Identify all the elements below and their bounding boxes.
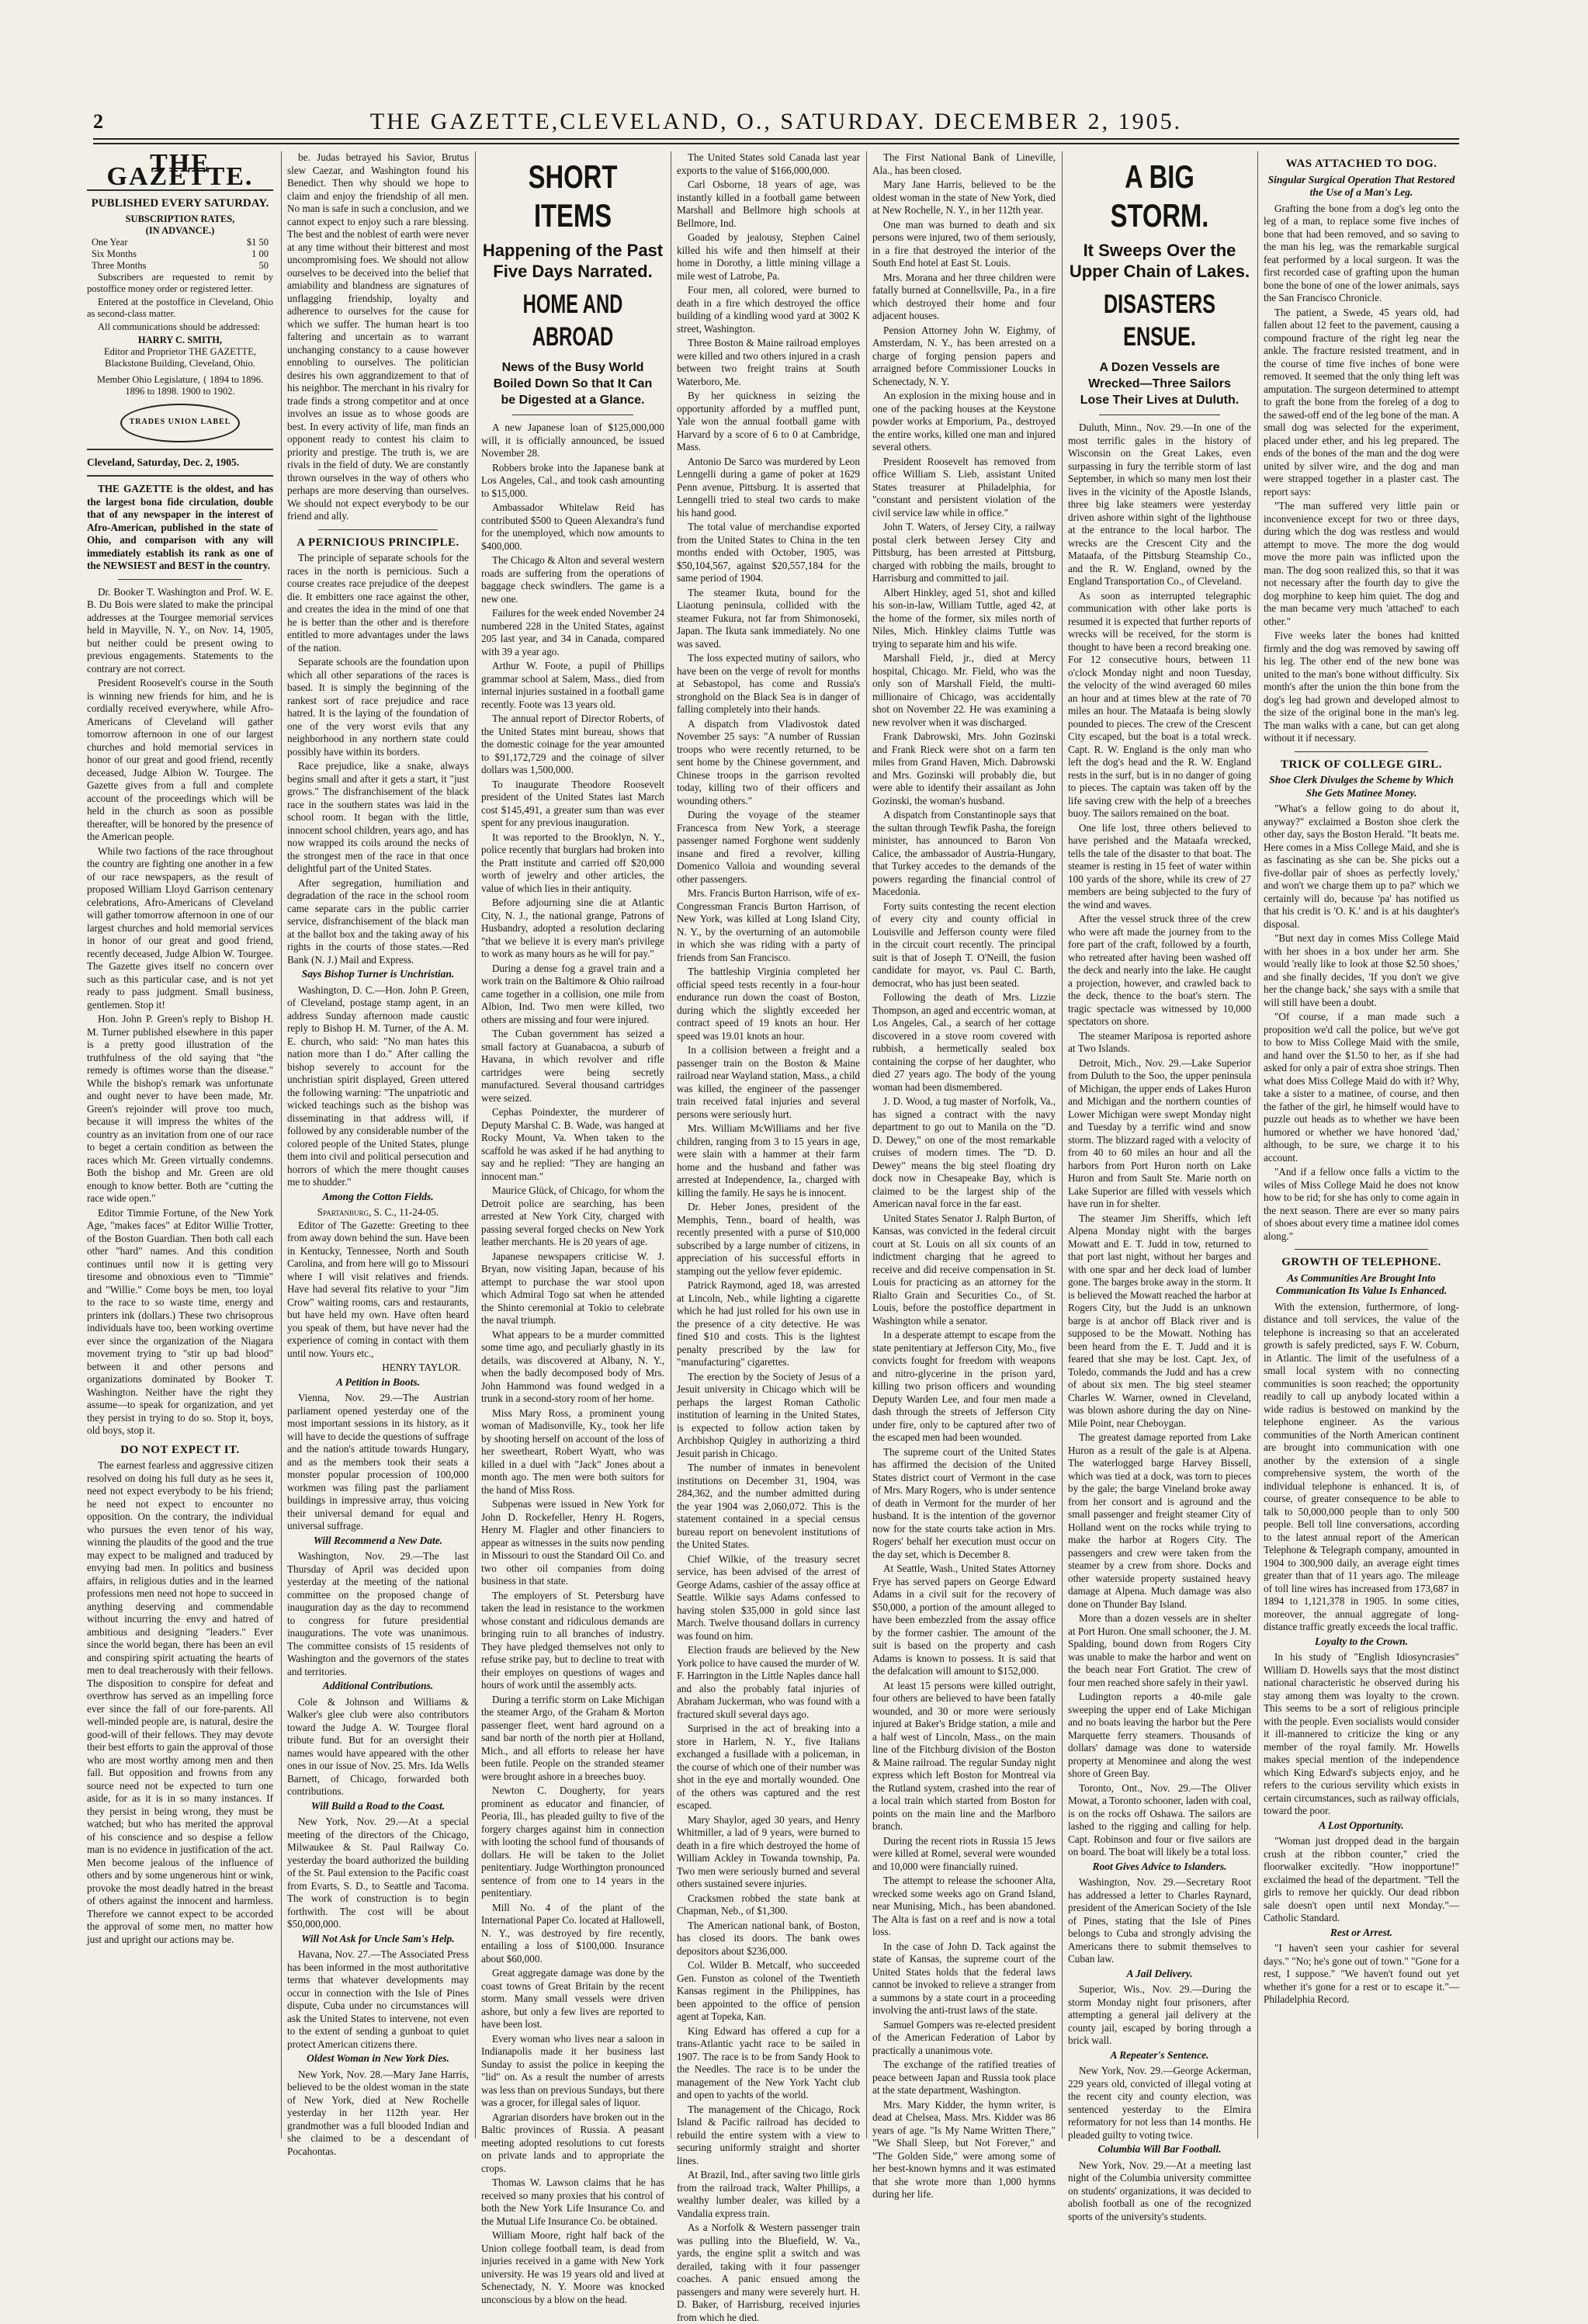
column-2: [287, 151, 469, 2157]
article-paragraph: It was reported to the Brooklyn, N. Y., police recently that burglars had broken into the Pratt institute and carried off $20,000 worth of jewelry and other articles, the value of which lies in their antiquity.: [481, 831, 664, 894]
road-paragraphs: [287, 1816, 469, 1931]
article-paragraph: At Brazil, Ind., after saving two little girls from the railroad track, Walter Phillips, a wealthy lumber dealer, was killed by a Vandalia express train.: [677, 2169, 860, 2219]
root-paragraphs: [1068, 1876, 1251, 1966]
article-paragraph: The Chicago & Alton and several western roads are suffering from the operations of baggage check swindlers. The game is a new one.: [481, 554, 664, 605]
cotton-dateline: Spartanburg, S. C., 11-24-05.: [317, 1206, 439, 1218]
help-paragraphs: [287, 1948, 469, 2051]
petition-paragraphs: [287, 1392, 469, 1533]
article-paragraph: The exchange of the ratified treaties of peace between Japan and Russia took place at the state department, Washington.: [872, 2059, 1056, 2096]
rate-row: Six Months 1 00: [92, 248, 269, 259]
trick-paragraphs: [1264, 803, 1459, 1243]
notice-remit: Subscribers are requested to remit by postoffice money order or registered letter.: [87, 271, 273, 294]
article-paragraph: Frank Dabrowski, Mrs. John Gozinski and Frank Rieck were shot on a farm ten miles from Grand Haven, Mich. Dabrowski and Mrs. Gozinski will probably die, but were able to identify their assailant as John Gozinski, the woman's husband.: [872, 730, 1056, 806]
loyalty-paragraphs: [1264, 1651, 1459, 1818]
article-paragraph: "And if a fellow once falls a victim to the wiles of Miss College Maid he does not know how to be rid; for she has only to come again in the next season. There are ever so many pairs of shoes about every time a matinee idol comes along.": [1264, 1166, 1459, 1242]
article-paragraph: New York, Nov. 28.—Mary Jane Harris, believed to be the oldest woman in the state of New York, died at New Rochelle yesterday in her 112th year. Her grandmother was a full blooded Indian and she claimed to be a descendant of Pocahontas.: [287, 2068, 469, 2157]
article-paragraph: What appears to be a murder committed some time ago, and peculiarly ghastly in its details, was discovered at Albany, N. Y., when the badly decomposed body of Mrs. John Hammond was found wedged in a trunk in a second-story room of her home.: [481, 1328, 664, 1404]
article-paragraph: An explosion in the mixing house and in one of the packing houses at the Keystone powder works at Emporium, Pa., destroyed the entire works, killed one man and injured several others.: [872, 390, 1056, 453]
column-divider: [475, 151, 476, 2138]
article-paragraph: Agrarian disorders have broken out in the Baltic provinces of Russia. A peasant meeting adopted resolutions to cut forests on private lands and to appropriate the crops.: [481, 2111, 664, 2174]
article-paragraph: During a dense fog a gravel train and a work train on the Baltimore & Ohio railroad came together in a collision, one mile from Albion, Ind. Two men were killed, two others are missing and four were injured.: [481, 962, 664, 1025]
article-paragraph: New York, Nov. 29.—At a meeting last night of the Columbia university committee on students' organizations, it was decided to abolish football as one of the recognized sports of the university's students.: [1068, 2159, 1251, 2222]
article-paragraph: Ambassador Whitelaw Reid has contributed $500 to Queen Alexandra's fund for the unemployed, which now amounts to $400,000.: [481, 501, 664, 552]
oldest-paragraphs: [287, 2069, 469, 2159]
article-paragraph: Ludington reports a 40-mile gale sweeping the upper end of Lake Michigan and no boats leaving the harbor but the Pere Marquette ferry steamers. Thousands of dollars' damage was done to waterside property at Menominee and along the west shore of Green Bay.: [1068, 1691, 1251, 1779]
headline-trick: TRICK OF COLLEGE GIRL.: [1281, 758, 1442, 771]
cotton-signature: HENRY TAYLOR.: [382, 1361, 461, 1373]
article-paragraph: The Cuban government has seized a small factory at Guanabacoa, a suburb of Havana, in which revolver and rifle cartridges were being secretly manufactured. Several thousand cartridges were seized.: [481, 1028, 664, 1104]
article-paragraph: Editor of The Gazette: Greeting to thee from away down behind the sun. Have been in Kentucky, Tennessee, North and South Carolina, and from here will go to Missouri where I will visit relatives and friends. Have had several fits relative to your "Jim Crow" waiting rooms, cars and restaurants, but have held my own. Have often heard you speak of them, but have never had the experience of coming in contact with them until now. Yours etc.,: [287, 1219, 469, 1359]
headline-newdate: Will Recommend a New Date.: [313, 1534, 443, 1546]
article-paragraph: Three Boston & Maine railroad employes were killed and two others injured in a crash between two freight trains at South Waterboro, Me.: [677, 337, 860, 387]
column-divider: [1062, 151, 1063, 2138]
deck-trick: Shoe Clerk Divulges the Scheme by Which She Gets Matinee Money.: [1269, 774, 1454, 799]
article-paragraph: Subpenas were issued in New York for John D. Rockefeller, Henry H. Rogers, Henry M. Flagler and other financiers to appear as witnesses in the suits now pending in Missouri to oust the Standard Oil Co. and two other oil companies from doing business in that state.: [481, 1498, 664, 1587]
article-paragraph: A new Japanese loan of $125,000,000 will, it is officially announced, be issued November 28.: [481, 421, 664, 459]
headline-loyalty: Loyalty to the Crown.: [1314, 1635, 1408, 1647]
editorial-continued: [287, 151, 469, 523]
headline-road: Will Build a Road to the Coast.: [310, 1799, 446, 1812]
article-paragraph: The steamer Jim Sheriffs, which left Alpena Monday night with the barges Mowatt and E. T. Judd in tow, returned to that port last night, without her barges and with one spar and her deck load of lumber gone. The barges broke away in the storm. It is believed the Mowatt reached the harbor at Rogers City, but the Judd is an unknown barge is at anchor off Black river and is supposed to be the Mowatt. Nothing has been heard from the E. T. Judd and it is feared that she may be lost. Capt. Jex, of Toledo, commands the Judd and has a crew of about six men. The big steel steamer Charles W. Warner, owned in Cleveland, was blown ashore during the day on Nine-Mile Point, near Cheboygan.: [1068, 1212, 1251, 1429]
article-paragraph: The employers of St. Petersburg have taken the lead in resistance to the workmen whose constant and ridiculous demands are bringing ruin to all branches of industry. They have pledged themselves not only to refuse strike pay, but to decline to treat with their employes on questions of wages and hours of work until the assembly acts.: [481, 1589, 664, 1691]
article-paragraph: The annual report of Director Roberts, of the United States mint bureau, shows that the domestic coinage for the year amounted to $91,172,729 and the coinage of silver dollars was 1,500,000.: [481, 713, 664, 775]
rule: [118, 579, 242, 580]
column-6: [1068, 151, 1251, 2222]
article-paragraph: be. Judas betrayed his Savior, Brutus slew Caezar, and Washington found his Benedict. Then why should we hope to claim and enjoy the friendship of all men. No man is safe in such a conclusion, and we cannot expect to enjoy such a rare blessing. The best and the noblest of earth were never at any time without their bitterest and most uncompromising foes. We should not allow ourselves to be deceived into the belief that amiability and blandness are signatures of unflagging friendship, loyalty and adherence to ourselves for the cause for which we suffer. The human heart is too faltering and uncertain as to warrant unchanging constancy to a cause however ennobling to ourselves. The politician desires his own aggrandizement to that of his neighbor. The merchant in his rivalry for trade finds a strong competitor and at once involves an issue as to whose goods are best. In every activity of life, man finds an opponent ready to contest his claim to priority and prestige. The truth is, we are rivals in the field of duty. We are constantly thrown ourselves in the way of others who perhaps are more deserving than ourselves. We should not expect everybody to be our friend and ally.: [287, 151, 469, 522]
column-1: [87, 151, 273, 2138]
page-number: 2: [93, 110, 103, 133]
article-paragraph: Havana, Nov. 27.—The Associated Press has been informed in the most authoritative terms that whatever developments may occur in connection with the Isle of Pines dispute, Cuba under no circumstances will ask the United States to intervene, not even to the extent of sending a gunboat to quiet protect American citizens there.: [287, 1948, 469, 2050]
article-paragraph: Five weeks later the bones had knitted firmly and the dog was removed by sawing off his leg. The other end of the new bone was united to the man's bone without difficulty. Six month's after the union the thin bone from the dog's leg had grown and developed almost to the size of the original bone in the man's leg. The man walks with a cane, but can get along without it if necessary.: [1264, 630, 1459, 744]
short-items-continued-2: [872, 151, 1056, 2201]
article-paragraph: One man was burned to death and six persons were injured, two of them seriously, in a fire that destroyed the interior of the South End hotel at East St. Louis.: [872, 218, 1056, 269]
article-paragraph: Cole & Johnson and Williams & Walker's glee club were also contributors toward the Judge A. W. Tourgee floral tribute fund. But for an oversight their names would have appeared with the other ones in our issue of Nov. 25. Mrs. Ida Wells Barnett, of Chicago, forwarded both contributions.: [287, 1695, 469, 1797]
deck-phone: As Communities Are Brought Into Communication Its Value Is Enhanced.: [1275, 1271, 1448, 1296]
headline-turner: Says Bishop Turner is Unchristian.: [301, 968, 455, 980]
article-paragraph: Dr. Booker T. Washington and Prof. W. E. B. Du Bois were slated to make the principal addresses at the Tourgee memorial services held in Mayville, N. Y., on Nov. 14, 1905, but neither could be present owing to previous engagements. Statements to the contrary are not correct.: [87, 585, 273, 675]
article-paragraph: Albert Hinkley, aged 51, shot and killed his son-in-law, William Tuttle, aged 42, at the home of the former, six miles north of Niles, Mich. Hinkley claims Tuttle was trying to separate him and his wife.: [872, 586, 1056, 650]
editor-name: HARRY C. SMITH,: [137, 334, 223, 345]
article-paragraph: In his study of "English Idiosyncrasies" William D. Howells says that the most distinct national characteristic he observed during his stay among them was loyalty to the crown. This seems to be a sort of religious principle with the people. Even socialists would consider it ill-mannered to criticize the king or any member of the royal family. Mr. Howells makes special mention of the independence which King Edward's subjects enjoy, and he refers to the curious servility which exists in certain circumstances, such as railway officials, toward the poor.: [1264, 1651, 1459, 1816]
article-paragraph: Maurice Glück, of Chicago, for whom the Detroit police are searching, has been arrested at New York City, charged with passing several forged checks on New York leather merchants. He is 20 years of age.: [481, 1185, 664, 1247]
article-paragraph: "I haven't seen your cashier for several days." "No; he's gone out of town." "Gone for a rest, I suppose." "We haven't found out yet whether it's gone for a rest or to escape it."—Philadelphia Record.: [1264, 1942, 1459, 2005]
rate-row: Three Months 50: [92, 259, 269, 271]
article-paragraph: At least 15 persons were killed outright, four others are believed to have been fatally wounded, and 30 or more were seriously injured at Baker's Bridge station, a mile and a half west of Lincoln, Mass., on the main line of the Fitchburg division of the Boston & Maine railroad. The regular Sunday night express which left Boston for Montreal via the Rutland system, crashed into the rear of a local train which started from Boston for points on the main line and the Marlboro branch.: [872, 1679, 1056, 1832]
column-divider: [1257, 151, 1258, 2138]
article-paragraph: Robbers broke into the Japanese bank at Los Angeles, Cal., and took cash amounting to $15,000.: [481, 461, 664, 499]
article-paragraph: Following the death of Mrs. Lizzie Thompson, an aged and eccentric woman, at Los Angeles, Cal., a search of her cottage discovered in a stove room covered with rubbish, a hermetically sealed box containing the corpse of her daughter, who died 27 years ago. The body of the young woman had been dismembered.: [872, 991, 1056, 1093]
deck-disasters: A Dozen Vessels are Wrecked—Three Sailors Lose Their Lives at Duluth.: [1080, 361, 1240, 407]
article-paragraph: Grafting the bone from a dog's leg onto the leg of a man, to replace some five inches of bone that had been removed, and so saving to the man his leg, was the remarkable surgical feat performed by a local surgeon. It was the first recorded case of grafting upon the human bone the bone of one of the lower animals, says the San Francisco Chronicle.: [1264, 202, 1459, 304]
article-paragraph: As a Norfolk & Western passenger train was pulling into the Bluefield, W. Va., yards, the engine split a switch and was derailed, taking with it four passenger coaches. A panic ensued among the passengers and many were severely hurt. H. D. Baker, of Harrisburg, received injuries from which he died.: [677, 2222, 860, 2323]
article-paragraph: Forty suits contesting the recent election of every city and county official in Louisville and Jefferson county were filed in the circuit court recently. The principal suit is that of Joseph T. O'Neill, the fusion candidate for mayor, vs. Paul C. Barth, democrat, who has just been seated.: [872, 900, 1056, 989]
article-paragraph: Patrick Raymond, aged 18, was arrested at Lincoln, Neb., while lighting a cigarette which he had just rolled for his own use in the presence of a city detective. He was fined $10 and costs. This is the lightest penalty prescribed by the law for "manufacturing" cigarettes.: [677, 1279, 860, 1368]
notice-address: All communications should be addressed:: [98, 321, 260, 332]
article-paragraph: Failures for the week ended November 24 numbered 228 in the United States, against 205 last year, and 34 in Canada, compared with 39 a year ago.: [481, 607, 664, 657]
article-paragraph: Carl Osborne, 18 years of age, was instantly killed in a football game between Marshall and Bellmore high schools at Bellmore, Ind.: [677, 179, 860, 229]
member-line: Member Ohio Legislature, { 1894 to 1896. 1896 to 1898. 1900 to 1902.: [96, 373, 264, 397]
notice-entered: Entered at the postoffice in Cleveland, Ohio as second-class matter.: [87, 296, 273, 319]
article-paragraph: The erection by the Society of Jesus of a Jesuit university in Chicago which will be perhaps the largest Roman Catholic institution of learning in the United States, is expected to follow action taken by Archbishop Quigley in authorizing a third Jesuit parish in Chicago.: [677, 1370, 860, 1459]
article-paragraph: A dispatch from Vladivostok dated November 25 says: "A number of Russian troops who were recently returned, to be sent home by the Chinese government, and Chinese troops in the garrison revolted today, killing two of their officers and wounding others.": [677, 717, 860, 806]
masthead: [93, 107, 1459, 138]
article-paragraph: With the extension, furthermore, of long-distance and toll services, the value of the telephone is increasing so that an accelerated growth is safely predicted, says F. W. Coburn, in Atlantic. The limit of the usefulness of a small local system with no connecting communities is soon reached; the opportunity readily to call up anybody located within a wide radius is bestowed on mankind by the telephone engineer. As the various communities of the North American continent are brought into communication with one another by the extension of a single comprehensive system, the worth of the individual telephone is enhanced. It is, of course, of greater consequence to be able to talk to 50,000,000 people than to only 500 people. Bell toll line conversations, according to the latest annual report of the American Telephone & Telegraph company, amounted in 1904 to 300,900 daily, an average eight times greater than that of 11 years ago. The mileage of toll line wires has increased from 173,687 in 1894 to 1,121,378 in 1905. In some cities, moreover, the annual aggregate of long-distance traffic greatly exceeds the local traffic.: [1264, 1300, 1459, 1632]
published-line: PUBLISHED EVERY SATURDAY.: [91, 197, 269, 210]
headline-cotton: Among the Cotton Fields.: [322, 1190, 434, 1202]
article-paragraph: Mrs. Francis Burton Harrison, wife of ex-Congressman Francis Burton Harrison, of New York, was killed at Long Island City, N. Y., by the overturning of an automobile in which she was riding with a party of friends from San Francisco.: [677, 887, 860, 963]
article-paragraph: Race prejudice, like a snake, always begins small and after it gets a start, it "just grows." The disfranchisement of the black race in the southern states was laid in the school room. It began with the little, innocent school children, years ago, and has now wrapped its coils around the necks of the strongest men of the race in that once delightful part of the United States.: [287, 760, 469, 874]
article-paragraph: The battleship Virginia completed her official speed tests recently in a four-hour endurance run down the coast of Boston, during which the slightly exceeded her contract speed of 19 knots an hour. Her speed was 19.01 knots an hour.: [677, 966, 860, 1042]
article-paragraph: Pension Attorney John W. Eighmy, of Amsterdam, N. Y., has been arrested on a charge of forging pension papers and arraigned before Commissioner Loucks in Schenectady, N. Y.: [872, 324, 1056, 387]
article-paragraph: Detroit, Mich., Nov. 29.—Lake Superior from Duluth to the Soo, the upper peninsula of Michigan, the upper ends of Lakes Huron and Michigan and the northern counties of Lower Michigan were swept Monday night and Tuesday by a terrific wind and snow storm. The blizzard raged with a velocity of from 40 to 60 miles an hour and all the harbors from Port Huron north on Lake Huron and from Sault Ste. Marie north on Lake Superior are filled with vessels which have run in for shelter.: [1068, 1056, 1251, 1209]
article-paragraph: Antonio De Sarco was murdered by Leon Lenngelli during a game of poker at 1629 Penn avenue, Pittsburg. It is asserted that Lenngelli tried to steal two cards to make his hand good.: [677, 455, 860, 519]
article-paragraph: While two factions of the race throughout the country are fighting one another in a few of our race newspapers, as the result of proposed William Lloyd Garrison centenary celebrations, Afro-Americans of Cleveland will gather tomorrow afternoon in one of our largest churches and hold memorial services in honor of our great and good friend, recently deceased, Judge Albion W. Tourgee. The Gazette gives itself no concern over such as this particular case, and is not yet ready to pass judgment. Small business, gentlemen. Stop it!: [87, 845, 273, 1011]
headline-football: Columbia Will Bar Football.: [1097, 2143, 1222, 2155]
editor-title: Editor and Proprietor THE GAZETTE,: [104, 345, 256, 357]
article-paragraph: The attempt to release the schooner Alta, wrecked some weeks ago on Grand Island, near Munising, Mich., has been abandoned. The Alta is fast on a reef and is now a total loss.: [872, 1875, 1056, 1937]
article-paragraph: At Seattle, Wash., United States Attorney Frye has served papers on George Edward Adams in a civil suit for the recovery of $50,000, a portion of the amount alleged to have been embezzled from the assay office by the former cashier. The amount of the suit is based on the property and cash Adams is known to possess. It is said that the defalcation will amount to $152,000.: [872, 1563, 1056, 1677]
article-paragraph: The supreme court of the United States has affirmed the decision of the United States district court of Vermont in the case of Mrs. Mary Rogers, who is under sentence of death in Vermont for the murder of her husband. It is the intention of the governor now for the state courts take action in Mrs. Rogers' behalf her execution must occur on the day set, which is December 8.: [872, 1445, 1056, 1560]
article-paragraph: President Roosevelt's course in the South is winning new friends for him, and he is cordially received everywhere, while Afro-Americans of Cleveland will gather tomorrow afternoon in one of our largest churches and hold memorial services in honor of our great and good friend, recently deceased, Judge Albion W. Tourgee. The Gazette gives from a full and complete account of the proceedings which will be held in the church as soon as possible thereafter, will be honored by the presence of the American people.: [87, 677, 273, 842]
advance-note: (IN ADVANCE.): [145, 224, 215, 236]
article-paragraph: Superior, Wis., Nov. 29.—During the storm Monday night four prisoners, after attempting a general jail delivery at the county jail, escaped by boring through a brick wall.: [1068, 1983, 1251, 2046]
headline-not-expect: DO NOT EXPECT IT.: [120, 1443, 240, 1456]
article-paragraph: By her quickness in seizing the opportunity afforded by a muffled punt, Yale won the annual football game with Harvard by a score of 6 to 0 at Cambridge, Mass.: [677, 390, 860, 453]
article-paragraph: Mrs. Morana and her three children were fatally burned at Connellsville, Pa., in a fire which destroyed their home and four adjacent houses.: [872, 271, 1056, 321]
article-paragraph: Duluth, Minn., Nov. 29.—In one of the most terrific gales in the history of Wisconsin on the Great Lakes, even surpassing in fury the terrible storm of last September, in which so many men lost their lives in the vicinity of the Apostle Islands, three big lake steamers were yesterday driven ashore within sight of the lighthouse at the entrance to the local harbor. The wrecks are the Crescent City and the Mataafa, of the Pittsburg Steamship Co., and the R. W. England, owned by the England Transportation Co., of Cleveland.: [1068, 421, 1251, 587]
rule: [1295, 1249, 1428, 1250]
phone-paragraphs: [1264, 1301, 1459, 1634]
rule: [318, 529, 438, 530]
article-paragraph: Four men, all colored, were burned to death in a fire which destroyed the office building of a kindling wood yard at 3002 K street, Washington.: [677, 284, 860, 335]
editor-address: Blackstone Building, Cleveland, Ohio.: [105, 357, 255, 369]
headline-big-storm: A BIG STORM.: [1110, 158, 1209, 234]
article-paragraph: "What's a fellow going to do about it, anyway?" exclaimed a Boston shoe clerk the other day, says the Boston Herald. "It beats me. Here comes in a Miss College Maid, and she is as fascinating as she can be. She picks out a five-dollar pair of shoes as perfectly lovely,' and won't we charge them up to pa?' which we certainly will do, because 'pa' has notified us that his credit is 'O. K.' and is at his daughter's disposal.: [1264, 803, 1459, 930]
article-paragraph: Arthur W. Foote, a pupil of Phillips grammar school at Salem, Mass., died from internal injuries sustained in a football game recently. Foote was 13 years old.: [481, 660, 664, 710]
editorial-paragraphs: [87, 586, 273, 1438]
jail-paragraphs: [1068, 1983, 1251, 2048]
article-paragraph: Cracksmen robbed the state bank at Chapman, Neb., of $1,300.: [677, 1892, 860, 1916]
article-paragraph: Thomas W. Lawson claims that he has received so many proxies that his control of both the New York Life Insurance Co. and the Mutual Life Insurance Co. be obtained.: [481, 2177, 664, 2227]
article-paragraph: After segregation, humiliation and degradation of the race in the school room came separate cars in the public carrier service, disfranchisement of the black man at the ballot box and the taking away of his rights in the courts of those states.—Red Bank (N. J.) Mail and Express.: [287, 876, 469, 966]
headline-disasters: DISASTERS ENSUE.: [1104, 290, 1215, 352]
article-paragraph: Washington, Nov. 29.—The last Thursday of April was decided upon yesterday at the meeting of the national committee on the proposed change of inauguration day as the day to recommend to congress for future presidential inaugurations. The vote was unanimous. The committee consists of 15 residents of Washington and the governors of the states and territories.: [287, 1550, 469, 1677]
headline-home-abroad: HOME AND ABROAD: [522, 290, 623, 352]
deck-short-items: Happening of the Past Five Days Narrated.: [482, 241, 664, 281]
article-paragraph: The management of the Chicago, Rock Island & Pacific railroad has decided to rebuild the entire system with a view to securing uniformly straight and shorter lines.: [677, 2103, 860, 2166]
article-paragraph: J. D. Wood, a tug master of Norfolk, Va., has signed a contract with the navy department to go out to Manila on the "D. D. Dewey," on one of the most remarkable cruises of modern times. The "D. D. Dewey" means the big steel floating dry dock now in Chesapeake Bay, which is claimed to be the largest ship of the American naval force in the far east.: [872, 1095, 1056, 1209]
short-items-paragraphs: [481, 421, 664, 2306]
article-paragraph: Before adjourning sine die at Atlantic City, N. J., the national grange, Patrons of Husbandry, adopted a resolution declaring "that we believe it is every man's privilege to work as many hours as he will for pay.": [481, 897, 664, 959]
article-paragraph: Newton C. Dougherty, for years prominent as educator and financier, of Peoria, Ill., has pleaded guilty to five of the forgery charges against him in connection with looting the school fund of thousands of dollars. He will be taken to the Joliet penitentiary. Judge Worthington pronounced sentence of from one to 14 years in the penitentiary.: [481, 1785, 664, 1899]
article-paragraph: During the voyage of the steamer Francesca from New York, a steerage passenger named Forghone went suddenly insane and fired a revolver, killing Domenico Valloia and wounding several other passengers.: [677, 809, 860, 885]
nameplate: THE GAZETTE.: [106, 149, 254, 191]
headline-help: Will Not Ask for Uncle Sam's Help.: [301, 1932, 455, 1944]
article-paragraph: The earnest fearless and aggressive citizen resolved on doing his full duty as he sees it, need not expect everybody to be his friend; he need not expect to encounter no opposition. On the contrary, the individual who pursues the even tenor of his way, winning the plaudits of the good and the true may expect to be maligned and traduced by envying bad men. In politics and business affairs, in religious duties and in the learned professions men need not hope to succeed in anything deserving and commendable without incurring the envy and hatred of ambitious and designing "leaders." Ever since the world began, there has been an evil and conspiring spirit actuating the hearts of men to deal treacherously with their fellows. The disposition to conspire for defeat and overthrow has served as an impelling force ever since the fall of our fore-parents. All well-minded people are, is natural, desire the good-will of their fellows. They may devote their best efforts to gain the approval of those who are most worthy among men and then fall. But opposition and frowns from any source need not be expected to turn one aside, for as it is in so many instances. If they persist in being wrong, they must be watched; but who has merited the approval of his conscience and so despise a fellow man is no evidence in justification of the act. Men become jealous of the influence of others and by some ungenerous hint or wink, provoke the most deadly hatred in the breast of others against the innocent and harmless. Therefore we cannot expect to be accorded the approval of some men, no matter how just and upright our actions may be.: [87, 1459, 273, 1945]
headline-jail: A Jail Delivery.: [1126, 1967, 1193, 1979]
article-paragraph: During a terrific storm on Lake Michigan the steamer Argo, of the Graham & Morton passenger fleet, went hard aground on a sand bar north of the north pier at Holland, Mich., and all efforts to release her have been futile. People on the stranded steamer were brought ashore in a breeches buoy.: [481, 1693, 664, 1782]
article-paragraph: "Woman just dropped dead in the bargain crush at the ribbon counter," cried the floorwalker excitedly. "How inopportune!" exclaimed the head of the department. "Tell the girls to remove her quickly. Our dead ribbon sale doesn't open until next Monday."—Catholic Standard.: [1264, 1835, 1459, 1923]
column-divider: [866, 151, 867, 2138]
article-paragraph: William Moore, right half back of the Union college football team, is dead from injuries received in a game with New York university. He was 19 years old and lived at Schenectady, N. Y. Moore was knocked unconscious by a blow on the head.: [481, 2229, 664, 2305]
article-paragraph: In the case of John D. Tack against the state of Kansas, the supreme court of the United States holds that the federal laws cannot be invoked to relieve a stranger from a summons by a state court in a proceeding involving the anti-trust laws of the state.: [872, 1940, 1056, 2016]
article-paragraph: The principle of separate schools for the races in the north is pernicious. Such a course creates race prejudice of the deepest die. It embitters one race against the other, and creates the idea in the mind of one that he is better than the other and is therefore entitled to more advantages under the laws of the nation.: [287, 552, 469, 654]
article-paragraph: Washington, D. C.—Hon. John P. Green, of Cleveland, postage stamp agent, in an address Sunday afternoon made caustic reply to Bishop H. M. Turner, of the A. M. E. church, who said: "No man hates this nation more than I do." After calling the bishop severely to account for the unchristian spirit displayed, Green uttered the following warning: "The unpatriotic and wicked teachings such as the bishop was disseminating in that address will, if followed by any considerable number of the colored people of the United States, plunge them into civil and political persecution and horrors of which the mere thought causes me to shudder.": [287, 983, 469, 1188]
article-paragraph: Samuel Gompers was re-elected president of the American Federation of Labor by practically a unanimous vote.: [872, 2018, 1056, 2056]
dog-paragraphs: [1264, 203, 1459, 745]
contrib-paragraphs: [287, 1696, 469, 1798]
football-paragraphs: [1068, 2159, 1251, 2224]
article-paragraph: King Edward has offered a cup for a trans-Atlantic yacht race to be sailed in 1907. The race is to be from Sandy Hook to the Needles. The race is to be under the management of the New York Yacht club and open to yachts of the world.: [677, 2024, 860, 2100]
article-paragraph: "The man suffered very little pain or inconvenience except for two or three days, during which the dog was restless and would attempt to move. The more the dog would move the more pain was inflicted upon the man. The dog soon realized this, so that it was not necessary after the fourth day to give the dog morphine to keep him quiet. The dog and the man became very much 'attached' to each other.": [1264, 500, 1459, 627]
article-paragraph: A dispatch from Constantinople says that the sultan through Tewfik Pasha, the foreign minister, has announced to Baron Von Calice, the ambassador of Austria-Hungary, that Turkey accedes to the demands of the powers regarding the financial control of Macedonia.: [872, 809, 1056, 897]
article-paragraph: "Of course, if a man made such a proposition we'd call the police, but we've got to bow to Miss College Maid with the smile, and hand over the $1.50 to her, as if she had asked for only a pair of extra shoe strings. Then what does Miss College Maid do with it? Why, take a sister to a matinee, of course, and then the father of the girl, he himself would have to puzzle out heads as to whether we have been humored or whether we have honored 'dad,' although, to be sure, we charge it to his account.: [1264, 1011, 1459, 1164]
article-paragraph: Surprised in the act of breaking into a store in Harlem, N. Y., five Italians exchanged a fusillade with a policeman, in the course of which one of their number was shot in the eye and mortally wounded. One of the others was captured and the rest escaped.: [677, 1722, 860, 1811]
article-paragraph: New York, Nov. 29.—George Ackerman, 229 years old, convicted of illegal voting at the recent city and county election, was sentenced yesterday to the Elmira reformatory for not less than 14 months. He pleaded guilty to voting twice.: [1068, 2065, 1251, 2141]
article-paragraph: Mary Shaylor, aged 30 years, and Henry Whitmiller, a lad of 9 years, were burned to death in a fire which destroyed the home of William Ackley in Towanda township, Pa. Two men were seriously burned and several others sustained severe injuries.: [677, 1813, 860, 1889]
article-paragraph: In a collision between a freight and a passenger train on the Boston & Maine railroad near Wayland station, Mass., a child was killed, the engineer of the passenger train received fatal injuries and several persons were seriously hurt.: [677, 1044, 860, 1120]
rule: [87, 475, 273, 477]
article-paragraph: Vienna, Nov. 29.—The Austrian parliament opened yesterday one of the most important sessions in its history, as it will have to decide the questions of suffrage and the nation's attitude towards Hungary, and as the members took their seats a monster popular procession of 100,000 workmen was filing past the parliament buildings in impressive array, thus voicing their universal demand for equal and universal suffrage.: [287, 1392, 469, 1531]
article-paragraph: Miss Mary Ross, a prominent young woman of Madisonville, Ky., took her life by shooting herself on account of the loss of her sweetheart, Robert Wyatt, who was killed in a duel with "Jack" Jones about a month ago. The men were both suitors for the hand of Miss Ross.: [481, 1407, 664, 1496]
article-paragraph: The steamer Mariposa is reported ashore at Two Islands.: [1068, 1029, 1251, 1054]
column-5: [872, 151, 1056, 2200]
column-divider: [281, 151, 282, 2138]
article-paragraph: The total value of merchandise exported from the United States to China in the ten months ended with October, 1905, was $50,104,567, against $20,557,184 for the same period of 1904.: [677, 521, 860, 584]
article-paragraph: Cephas Poindexter, the murderer of Deputy Marshal C. B. Wade, was hanged at Rocky Mount, Va. When taken to the scaffold he was asked if he had anything to say and he replied: "They are hanging an innocent man.": [481, 1106, 664, 1182]
newdate-paragraphs: [287, 1550, 469, 1678]
headline-lost: A Lost Opportunity.: [1319, 1819, 1404, 1831]
article-paragraph: Mill No. 4 of the plant of the International Paper Co. located at Hallowell, N. Y., was destroyed by fire recently, entailing a loss of $100,000. Insurance about $60,000.: [481, 1901, 664, 1965]
article-paragraph: New York, Nov. 29.—At a special meeting of the directors of the Chicago, Milwaukee & St. Paul Railway Co. yesterday the board authorized the building of the St. Paul extension to the Pacific coast from Evarts, S. D., to Seattle and Tacoma. The work of construction is to begin forthwith. The cost will be about $50,000,000.: [287, 1816, 469, 1930]
article-paragraph: Toronto, Ont., Nov. 29.—The Oliver Mowat, a Toronto schooner, laden with coal, is on the rocks off Oshawa. The sailors are lashed to the rigging and calling for help. Capt. Robinson and four or five sailors are on board. The boat will likely be a total loss.: [1068, 1781, 1251, 1857]
article-paragraph: Mary Jane Harris, believed to be the oldest woman in the state of New York, died at New Rochelle, N. Y., in her 112th year.: [872, 179, 1056, 216]
short-items-continued: [677, 151, 860, 2324]
article-paragraph: The number of inmates in benevolent institutions on December 31, 1904, was 284,362, and the number admitted during the year 1904 was 2,060,072. This is the statement contained in a special census bureau report on benevolent institutions of the United States.: [677, 1462, 860, 1550]
headline-arrest: Rest or Arrest.: [1330, 1926, 1393, 1938]
article-paragraph: One life lost, three others believed to have perished and the Mataafa wrecked, tells the tale of the disaster to that boat. The steamer is resting in 15 feet of water within 100 yards of the shore, while its crew of 27 members are being subjected to the fury of the wind and waves.: [1068, 821, 1251, 911]
headline-short-items: SHORT ITEMS: [528, 158, 618, 234]
deck-big-storm: It Sweeps Over the Upper Chain of Lakes.: [1069, 241, 1250, 281]
article-paragraph: During the recent riots in Russia 15 Jews were killed at Romel, several were wounded and 10,000 were financially ruined.: [872, 1834, 1056, 1872]
article-paragraph: The United States sold Canada last year exports to the value of $166,000,000.: [677, 151, 860, 176]
sentence-paragraphs: [1068, 2065, 1251, 2142]
article-paragraph: To inaugurate Theodore Roosevelt president of the United States last March cost $145,491, a greater sum than was ever spent for any previous inauguration.: [481, 778, 664, 828]
article-paragraph: John T. Waters, of Jersey City, a railway postal clerk between Jersey City and Pittsburg, has been arrested at Pittsburg, charged with robbing the mails, brought to Harrisburg and committed to jail.: [872, 521, 1056, 584]
article-paragraph: Japanese newspapers criticise W. J. Bryan, now visiting Japan, because of his attempt to purchase the war stool upon which Admiral Togo sat when he attended the Shinto ceremonial at Tokio to celebrate the naval triumph.: [481, 1250, 664, 1326]
column-7: [1264, 151, 1459, 2138]
article-paragraph: Election frauds are believed by the New York police to have caused the murder of W. F. Harrington in the Little Naples dance hall and also the probably fatal injuries of Abraham Juckerman, who was found with a fractured skull several days ago.: [677, 1644, 860, 1720]
turner-paragraphs: [287, 984, 469, 1189]
article-paragraph: Separate schools are the foundation upon which all other separations of the races is based. It is simply the beginning of the rankest sort of race prejudice and race hatred. It is the laying of the foundation of one of the very worst evils that any neighborhood in any northern state could possibly have within its borders.: [287, 656, 469, 758]
article-paragraph: The patient, a Swede, 45 years old, had fallen about 12 feet to the pavement, causing a compound fracture of the right leg near the ankle. The fracture resisted treatment, and in the course of time five inches of bone were removed. It seemed that the only thing left was amputation. The surgeon determined to attempt to graft the bone from the foreleg of a dog to the sawed-off end of the leg bone of the man. A small dog was selected for the experiment, placed under ether, and his leg prepared. The ends of the bones of the man and the dog were united by silver wire, and the dog and man were strapped together in a plaster cast. The report says:: [1264, 306, 1459, 498]
headline-dog: WAS ATTACHED TO DOG.: [1285, 158, 1437, 170]
storm-paragraphs: [1068, 421, 1251, 1859]
rate-row: One Year $1 50: [92, 236, 269, 248]
article-paragraph: Chief Wilkie, of the treasury secret service, has been advised of the arrest of George Adams, cashier of the assay office at Seattle. Wilkie says Adams confessed to having stolen $35,000 in gold since last March. Twelve thousand dollars in currency was found on him.: [677, 1552, 860, 1642]
column-3: [481, 151, 664, 2305]
subscription-heading: SUBSCRIPTION RATES,: [125, 213, 235, 224]
oldest-notice: THE GAZETTE is the oldest, and has the largest bona fide circulation, double that of any newspaper in the interest of Afro-American, published in the state of Ohio, and comparison with any will immediately establish its rank as one of the NEWSIEST and BEST in the country.: [87, 483, 273, 571]
article-paragraph: In a desperate attempt to escape from the state penitentiary at Jefferson City, Mo., five convicts fought for freedom with weapons and nitro-glycerine in the prison yard, killing two prison officers and wounding Deputy Warden Lee, and four men made a dash through the streets of Jefferson City under fire, only to be captured after two of the escaped men had been wounded.: [872, 1329, 1056, 1443]
headline-sentence: A Repeater's Sentence.: [1110, 2048, 1209, 2061]
article-paragraph: More than a dozen vessels are in shelter at Port Huron. One small schooner, the J. M. Spalding, bound down from Rogers City was unable to make the harbor and went on the beach near Fort Gratiot. The crew of four men reached shore safely in their yawl.: [1068, 1612, 1251, 1688]
article-paragraph: United States Senator J. Ralph Burton, of Kansas, was convicted in the federal circuit court at St. Louis on all six counts of an indictment charging that he agreed to receive and did receive compensation in St. Louis for practicing as an attorney for the Rialto Grain and Securities Co., of St. Louis, before the postoffice department in Washington while a senator.: [872, 1212, 1056, 1327]
lost-paragraphs: [1264, 1835, 1459, 1925]
headline-contrib: Additional Contributions.: [322, 1680, 434, 1691]
article-paragraph: After the vessel struck three of the crew who were aft made the journey from to the fore part of the craft, followed by a fourth, who retreated after having been washed off the deck and nearly into the lake. He caught a projection, however, and crawled back to the deck, thence to the boat's stern. The tragic spectacle was witnessed by 10,000 spectators on shore.: [1068, 913, 1251, 1027]
headline-oldest: Oldest Woman in New York Dies.: [307, 2052, 449, 2064]
deck-home-abroad: News of the Busy World Boiled Down So that It Can be Digested at a Glance.: [493, 361, 653, 407]
article-paragraph: Hon. John P. Green's reply to Bishop H. M. Turner published elsewhere in this paper is a pretty good illustration of the truthfulness of the old saying that "the remedy is oftimes worse than the disease." While the bishop's remark was unfortunate and ought never to have been made, Mr. Green's rejoinder will prove too much, because it will impress the whites of the country as an invitation from one of our race to beget a certain condition as between the races which Mr. Green virtually condemns. Both the bishop and Mr. Green are old enough to know better. Both are "cutting the race wide open.": [87, 1013, 273, 1204]
article-paragraph: Editor Timmie Fortune, of the New York Age, "makes faces" at Editor Willie Trotter, of the Boston Guardian. Then both call each other "hard" names. And this condition continues until now it is getting very tiresome and obnoxious even to "Timmie" and "Willie." Come boys be men, too loyal to the race to so waste time, energy and printers ink (dollars.) These two chrisoprous individuals have too, been working overtime ever since the organization of the Niagara movement trying to "stir up bad blood" between it and other persons and organizations dominated by Booker T. Washington. Neither have the right they assume—to speak for organization, and yet they persist in trying to do so. Stop it, boys, old boys, stop it.: [87, 1206, 273, 1436]
article-paragraph: Goaded by jealousy, Stephen Cainel killed his wife and then himself at their home in Dorothy, a little mining village a mile west of Latrobe, Pa.: [677, 231, 860, 282]
editorial-dateline: Cleveland, Saturday, Dec. 2, 1905.: [87, 456, 240, 468]
pernicious-paragraphs: [287, 552, 469, 966]
rule: [87, 449, 273, 450]
rule: [1295, 751, 1428, 752]
not-expect-paragraphs: [87, 1459, 273, 1946]
article-paragraph: The American national bank, of Boston, has closed its doors. The bank owes depositors about $236,000.: [677, 1919, 860, 1957]
article-paragraph: Mrs. Mary Kidder, the hymn writer, is dead at Chelsea, Mass. Mrs. Kidder was 86 years of age. "Is My Name Written There," "We Shall Sleep, but Not Forever," and "The Golden Side," were among some of her best-known hymns and it was estimated that she wrote more than 1,000 hymns during her life.: [872, 2098, 1056, 2200]
headline-root: Root Gives Advice to Islanders.: [1092, 1860, 1227, 1872]
article-paragraph: Dr. Heber Jones, president of the Memphis, Tenn., board of health, was recently presented with a purse of $10,000 subscribed by a large number of citizens, in appreciation of his successful efforts in stamping out the yellow fever epidemic.: [677, 1201, 860, 1277]
article-paragraph: As soon as interrupted telegraphic communication with other lake ports is resumed it is expected that further reports of wrecks will be received, for the storm is thought to have been a record breaking one. For 12 consecutive hours, between 11 o'clock Monday night and noon Tuesday, the velocity of the wind averaged 60 miles an hour and at times blew at the rate of 70 miles an hour. The Mataafa is being slowly pounded to pieces. The crew of the Crescent City escaped, but the boat is a total wreck. Capt. R. W. England is the only man who left the dog's head and the R. W. England rests in the surf, but is in no danger of going to pieces. The captain was taken off by the life saving crew with the help of a breeches buoy. The sailors remained on the boat.: [1068, 589, 1251, 819]
article-paragraph: The steamer Ikuta, bound for the Liaotung peninsula, collided with the steamer Fukura, not far from Shimonoseki, Japan. The Ikuta sank immediately. No one was saved.: [677, 586, 860, 650]
article-paragraph: President Roosevelt has removed from office William S. Lieb, assistant United States treasurer at Philadelphia, for "constant and persistent violation of the civil service law while in office.": [872, 455, 1056, 519]
arrest-paragraphs: [1264, 1942, 1459, 2007]
masthead-title: THE GAZETTE,CLEVELAND, O., SATURDAY. DECEMBER 2, 1905.: [369, 109, 1183, 134]
deck-dog: Singular Surgical Operation That Restored the Use of a Man's Leg.: [1267, 173, 1455, 198]
column-4: [677, 151, 860, 2323]
masthead-rule: [93, 138, 1459, 140]
headline-pernicious: A PERNICIOUS PRINCIPLE.: [296, 536, 459, 549]
headline-phone: GROWTH OF TELEPHONE.: [1281, 1256, 1441, 1268]
article-paragraph: Washington, Nov. 29.—Secretary Root has addressed a letter to Charles Raynard, president of the American Society of the Isle of Pines, stating that the Isle of Pines belongs to Cuba and strongly advising the Americans there to submit themselves to Cuban law.: [1068, 1876, 1251, 1965]
article-paragraph: "But next day in comes Miss College Maid with her shoes in a box under her arm. She would 'really like to look at those $2.50 shoes,' and she finally decides, 'If you don't we give her the change back,' she says with a smile that will still have been a doubt.: [1264, 932, 1459, 1008]
article-paragraph: Great aggregate damage was done by the coast towns of Great Britain by the recent storm. Many small vessels were driven ashore, but only a few lives are reported to have been lost.: [481, 1967, 664, 2030]
union-label-seal: TRADES UNION LABEL: [120, 404, 240, 442]
masthead-rule-2: [93, 143, 1459, 144]
article-paragraph: Mrs. William McWilliams and her five children, ranging from 3 to 15 years in age, were slain with a hammer at their farm home and the husband and father was arrested at Independence, Ia., charged with killing the family. He says he is innocent.: [677, 1122, 860, 1198]
article-paragraph: The First National Bank of Lineville, Ala., has been closed.: [872, 151, 1056, 176]
article-paragraph: Every woman who lives near a saloon in Indianapolis made it her business last Sunday to assist the police in keeping the "lid" on. As a result the number of arrests was less than on previous Sundays, but there was a grocer, for illegal sales of liquor.: [481, 2032, 664, 2108]
article-paragraph: The loss expected mutiny of sailors, who have been on the verge of revolt for months at Sebastopol, has come and Russia's stronghold on the Black Sea is in danger of falling completely into their hands.: [677, 652, 860, 715]
article-paragraph: The greatest damage reported from Lake Huron as a result of the gale is at Alpena. The waterlogged barge Harvey Bissell, which was tied at a dock, was torn to pieces by the gale; the barge Vineland broke away from her consort and is aground and the small passenger and freight steamer City of Holland went on the rocks while trying to make the harbor at Rogers City. The passengers and crew were taken from the steamer by a crew from shore. Docks and other waterside property sustained heavy damage at Alpena. Much damage was also done on Thunder Bay Island.: [1068, 1431, 1251, 1610]
article-paragraph: Marshall Field, jr., died at Mercy hospital, Chicago. Mr. Field, who was the only son of Marshall Field, the multi-millionaire of Chicago, was accidentally shot on November 22. He was examining a new revolver when it was discharged.: [872, 652, 1056, 728]
article-paragraph: Col. Wilder B. Metcalf, who succeeded Gen. Funston as colonel of the Twentieth Kansas regiment in the Philippines, has been appointed to the office of pension agent at Topeka, Kan.: [677, 1959, 860, 2022]
headline-petition: A Petition in Boots.: [335, 1375, 421, 1388]
cotton-paragraphs: [287, 1219, 469, 1361]
